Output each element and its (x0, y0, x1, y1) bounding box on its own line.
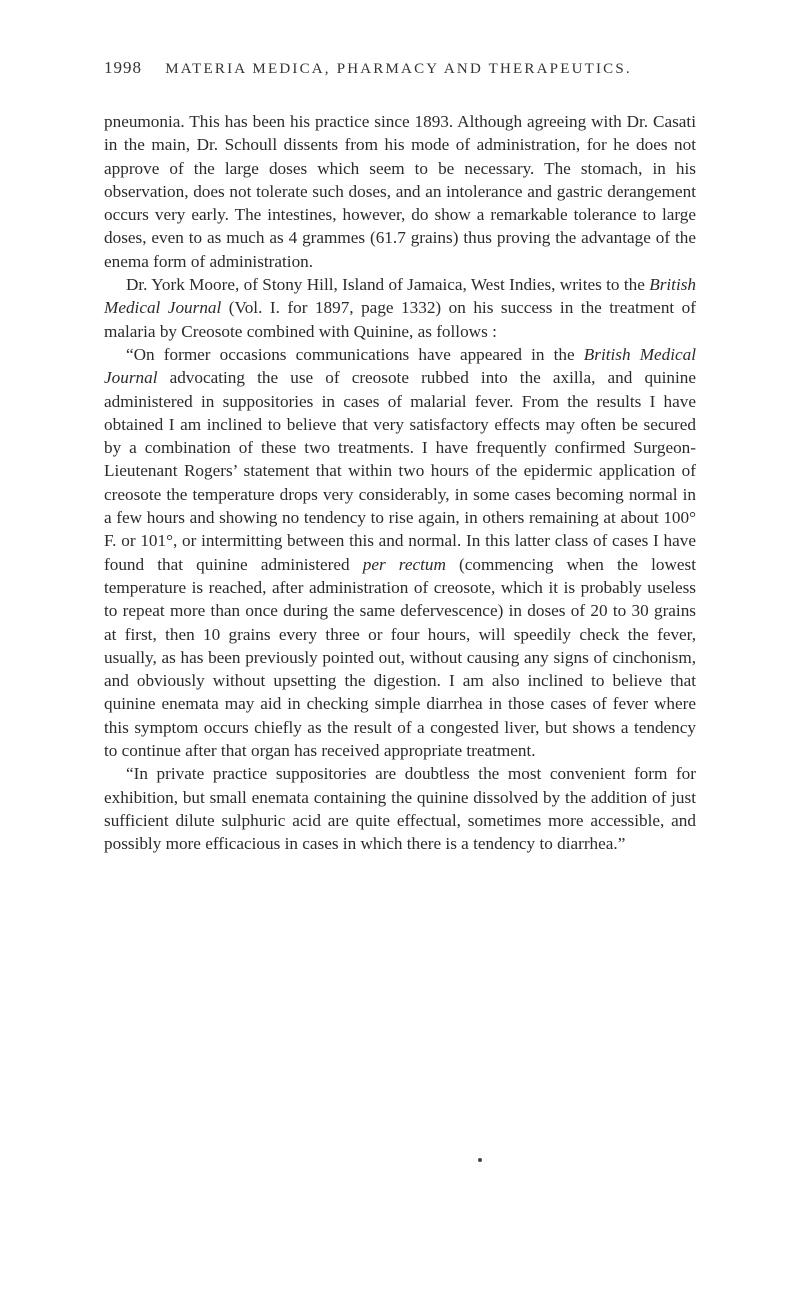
latin-term: per rectum (362, 554, 446, 574)
paragraph-text: (commencing when the lowest temperature is reached, after administration of creosote, which it is probably useless to repeat more than once during the same defervescence) in doses of 20 to 30 grains at first, then 10 grains every three or four hours, will speedily check the fever, usually, as has been previously pointed out, without causing any signs of cinchonism, and obviously without upsetting the digestion. I am also inclined to believe that quinine enemata may aid in checking simple diarrhea in those cases of fever where this symptom occurs chiefly as the result of a congested liver, but shows a tendency to continue after that organ has received appropriate treatment. (104, 554, 697, 761)
journal-title: British Medical Journal (104, 344, 697, 388)
page-number: 1998 (104, 58, 142, 77)
paragraph-text: Dr. York Moore, of Stony Hill, Island of Jamaica, West Indies, writes to the (126, 275, 650, 295)
paragraph-text: “On former occasions communications have appeared in the (126, 344, 584, 364)
paragraph-private-practice: “In private practice suppositories are doubtless the most convenient form for exhibition, but small enemata containing the quinine dissolved by the addition of just sufficient dilute sulphuric acid are quite effectual, sometimes more accessible, and possibly more efficacious in cases in which there is a tendency to diarrhea.” (104, 764, 696, 854)
running-head-title: MATERIA MEDICA, PHARMACY AND THERAPEUTICS. (165, 61, 632, 77)
paragraph-quotation (104, 343, 696, 762)
paragraph-text: (Vol. I. for 1897, page 1332) on his success in the treatment of malaria by Creosote combined with Quinine, as follows : (104, 298, 697, 341)
journal-title: British Medical Journal (104, 275, 696, 318)
running-head (104, 58, 704, 82)
paragraph-york-moore (104, 273, 696, 343)
paragraph-continuation: pneumonia. This has been his practice since 1893. Although agreeing with Dr. Casati in the main, Dr. Schoull dissents from his mode of administration, for he does not approve of the large doses which seem to be necessary. The stomach, in his observation, does not tolerate such doses, and an intolerance and gastric derangement occurs very early. The intestines, however, do show a remarkable tolerance to large doses, even to as much as 4 grammes (61.7 grains) thus proving the advantage of the enema form of administration. (104, 112, 696, 271)
ink-dot-mark (478, 1158, 482, 1162)
body-text (104, 110, 696, 856)
paragraph-text: advocating the use of creosote rubbed into the axilla, and quinine administered in suppositories in cases of malarial fever. From the results I have obtained I am inclined to believe that very satisfactory effects may often be secured by a combination of these two treatments. I have frequently confirmed Surgeon-Lieutenant Rogers’ statement that within two hours of the epidermic application of creosote the temperature drops very considerably, in some cases becoming normal in a few hours and showing no tendency to rise again, in others remaining at about 100° F. or 101°, or intermitting between this and normal. In this latter class of cases I have found that quinine administered (104, 368, 696, 574)
